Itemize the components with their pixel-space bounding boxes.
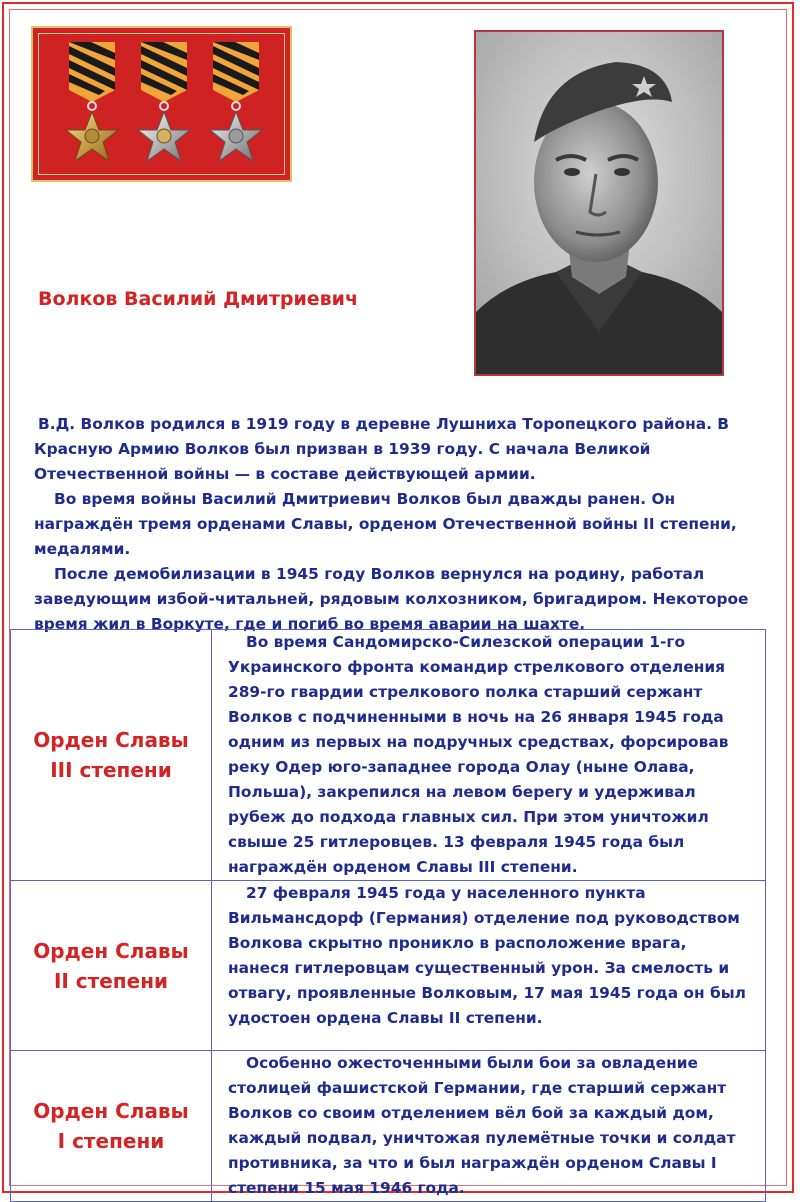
- award-title: [11, 1051, 212, 1202]
- award-title: [11, 881, 212, 1051]
- award-title-line: II степени: [53, 968, 169, 993]
- award-title-line: Орден Славы: [33, 938, 189, 963]
- person-name: Волков Василий Дмитриевич: [38, 288, 359, 310]
- bio-paragraph: Во время войны Василий Дмитриевич Волков был дважды ранен. Он награждён тремя орденами Славы, орденом Отечественной войны II степени, медалями.: [34, 490, 737, 558]
- bio-paragraph: После демобилизации в 1945 году Волков вернулся на родину, работал заведующим избой-читальней, рядовым колхозником, бригадиром. Некоторое время жил в Воркуте, где и погиб во время аварии на шахте.: [34, 565, 749, 633]
- order-of-glory-medal-icon: [61, 38, 123, 174]
- award-title-line: Орден Славы: [33, 1099, 189, 1123]
- order-of-glory-medal-icon: [133, 38, 195, 174]
- bio-paragraph: В.Д. Волков родился в 1919 году в деревне Лушниха Торопецкого района. В Красную Армию Волков был призван в 1939 году. С начала Великой Отечественной войны — в составе действующей армии.: [34, 415, 730, 483]
- award-row-3rd-class: [11, 630, 766, 881]
- award-title-line: III степени: [50, 758, 172, 782]
- biography: [34, 412, 774, 637]
- medals-panel: [31, 26, 292, 182]
- award-title-line: Орден Славы: [33, 728, 189, 752]
- award-description: Особенно ожесточенными были бои за овладение столицей фашистской Германии, где старший сержант Волков со своим отделением вёл бой за каждый дом, каждый подвал, уничтожая пулемётные точки и солдат противника, за что и был награждён орденом Славы I степени 15 мая 1946 года.: [212, 1051, 766, 1202]
- order-of-glory-medal-icon: [205, 38, 267, 174]
- award-row-2nd-class: [11, 881, 766, 1051]
- award-title: [11, 630, 212, 881]
- award-description: 27 февраля 1945 года у населенного пункта Вильмансдорф (Германия) отделение под руководством Волкова скрытно проникло в расположение врага, нанеся гитлеровцам существенный урон. За смелость и отвагу, проявленные Волковым, 17 мая 1945 года он был удостоен ордена Славы II степени.: [212, 881, 766, 1051]
- award-row-1st-class: [11, 1051, 766, 1202]
- soldier-portrait-photo: [474, 30, 724, 376]
- awards-table: [10, 629, 766, 1202]
- portrait-image: [476, 32, 722, 374]
- award-description: Во время Сандомирско-Силезской операции 1-го Украинского фронта командир стрелкового отделения 289-го гвардии стрелкового полка старший сержант Волков с подчиненными в ночь на 26 января 1945 года одним из первых на подручных средствах, форсировав реку Одер юго-западнее города Олау (ныне Олава, Польша), закрепился на левом берегу и удерживал рубеж до подхода главных сил. При этом уничтожил свыше 25 гитлеровцев. 13 февраля 1945 года был награждён орденом Славы III степени.: [212, 630, 766, 881]
- award-title-line: I степени: [57, 1129, 165, 1153]
